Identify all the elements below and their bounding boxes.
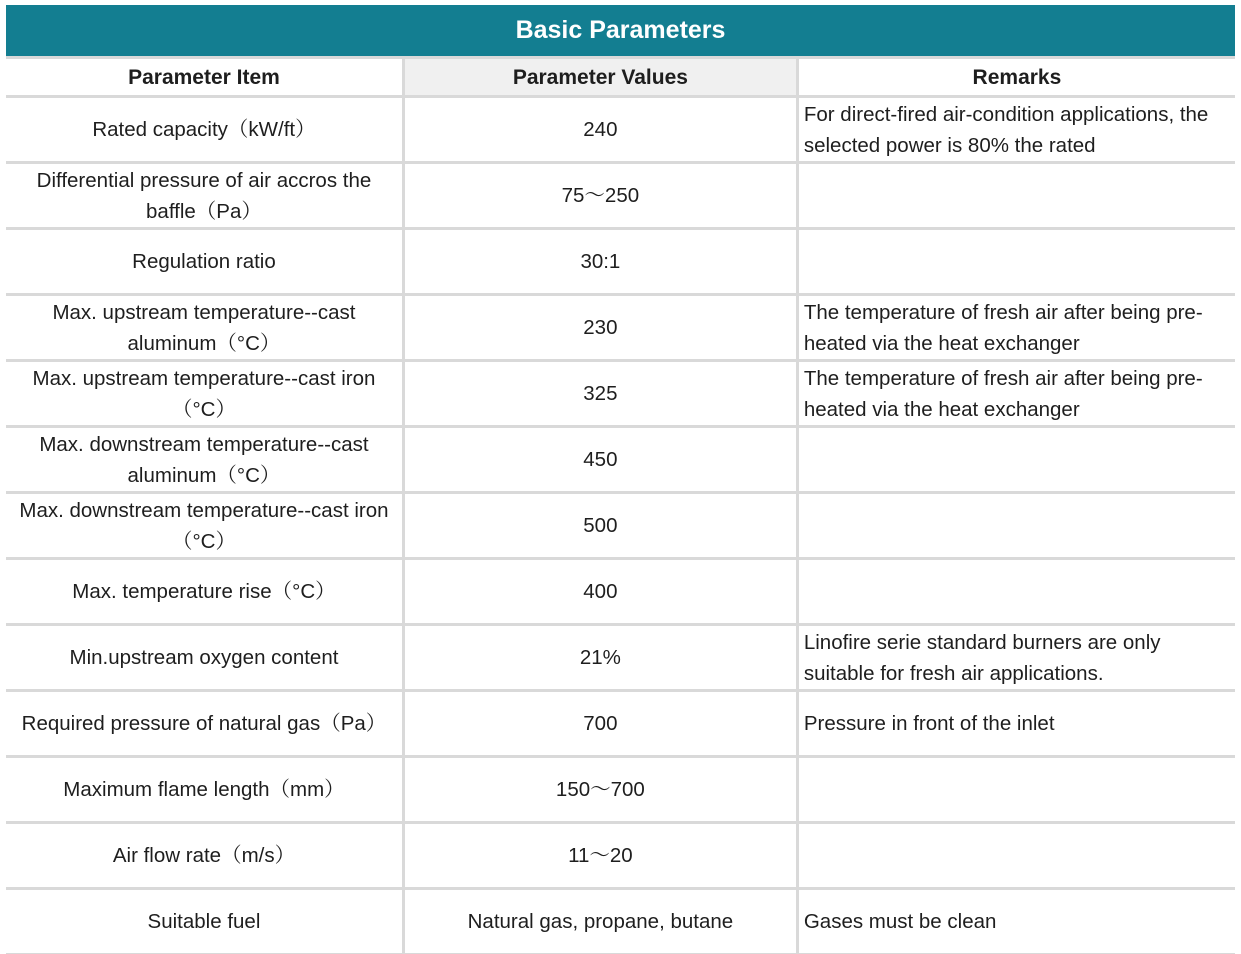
remark-cell: Pressure in front of the inlet (799, 692, 1235, 755)
parameter-item-cell: Min.upstream oxygen content (6, 626, 402, 689)
header-parameter-values: Parameter Values (405, 59, 796, 95)
remark-cell (799, 560, 1235, 623)
remark-cell (799, 758, 1235, 821)
parameter-value-cell: 400 (405, 560, 796, 623)
table-row (6, 230, 1235, 293)
parameter-item-cell: Differential pressure of air accros the baffle（Pa） (6, 164, 402, 227)
parameter-item-cell: Air flow rate（m/s） (6, 824, 402, 887)
parameters-table-container (6, 5, 1235, 954)
parameter-value-cell: 500 (405, 494, 796, 557)
remark-cell: For direct-fired air-condition applications, the selected power is 80% the rated (799, 98, 1235, 161)
table-row (6, 626, 1235, 689)
parameter-value-cell: 75～250 (405, 164, 796, 227)
table-row (6, 494, 1235, 557)
remark-cell: The temperature of fresh air after being pre-heated via the heat exchanger (799, 362, 1235, 425)
remark-cell (799, 428, 1235, 491)
table-row (6, 758, 1235, 821)
table-row (6, 296, 1235, 359)
parameter-item-cell: Required pressure of natural gas（Pa） (6, 692, 402, 755)
remark-cell: The temperature of fresh air after being pre-heated via the heat exchanger (799, 296, 1235, 359)
remark-cell (799, 824, 1235, 887)
parameter-item-cell: Max. downstream temperature--cast iron（°C） (6, 494, 402, 557)
table-title: Basic Parameters (6, 5, 1235, 56)
parameters-table (6, 56, 1235, 954)
parameter-value-cell: 150～700 (405, 758, 796, 821)
parameter-item-cell: Suitable fuel (6, 890, 402, 953)
parameter-value-cell: 230 (405, 296, 796, 359)
table-row (6, 890, 1235, 953)
parameter-item-cell: Maximum flame length（mm） (6, 758, 402, 821)
table-row (6, 164, 1235, 227)
header-remarks: Remarks (799, 59, 1235, 95)
parameter-value-cell: 21% (405, 626, 796, 689)
remark-cell (799, 230, 1235, 293)
remark-cell: Gases must be clean (799, 890, 1235, 953)
parameter-item-cell: Max. upstream temperature--cast aluminum（°C） (6, 296, 402, 359)
table-row (6, 428, 1235, 491)
parameter-value-cell: Natural gas, propane, butane (405, 890, 796, 953)
header-row (6, 59, 1235, 95)
parameter-value-cell: 30:1 (405, 230, 796, 293)
table-row (6, 692, 1235, 755)
table-row (6, 362, 1235, 425)
table-row (6, 824, 1235, 887)
parameter-item-cell: Max. temperature rise（°C） (6, 560, 402, 623)
table-row (6, 560, 1235, 623)
parameter-value-cell: 11～20 (405, 824, 796, 887)
header-parameter-item: Parameter Item (6, 59, 402, 95)
remark-cell (799, 164, 1235, 227)
parameter-item-cell: Rated capacity（kW/ft） (6, 98, 402, 161)
parameter-value-cell: 240 (405, 98, 796, 161)
parameter-item-cell: Regulation ratio (6, 230, 402, 293)
parameter-item-cell: Max. upstream temperature--cast iron（°C） (6, 362, 402, 425)
remark-cell: Linofire serie standard burners are only suitable for fresh air applications. (799, 626, 1235, 689)
parameter-item-cell: Max. downstream temperature--cast aluminum（°C） (6, 428, 402, 491)
parameter-value-cell: 450 (405, 428, 796, 491)
table-row (6, 98, 1235, 161)
parameter-value-cell: 700 (405, 692, 796, 755)
remark-cell (799, 494, 1235, 557)
parameter-value-cell: 325 (405, 362, 796, 425)
